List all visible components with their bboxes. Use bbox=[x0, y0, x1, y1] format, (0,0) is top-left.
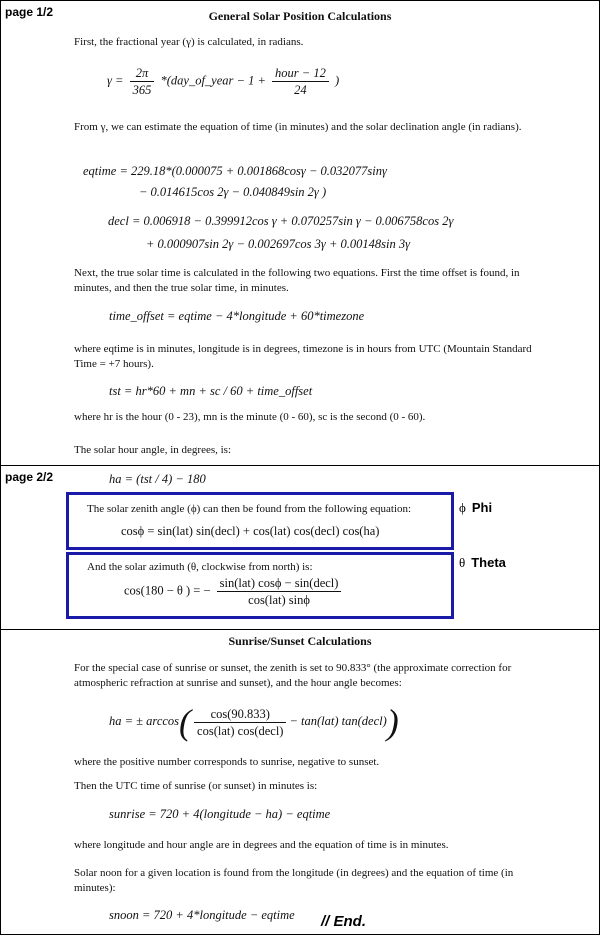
para-longitude: where longitude and hour angle are in degrees and the equation of time is in minutes. bbox=[74, 839, 449, 851]
equation-hour-angle: ha = (tst / 4) − 180 bbox=[109, 472, 206, 486]
equation-time-offset: time_offset = eqtime − 4*longitude + 60*timezone bbox=[109, 309, 365, 323]
azimuth-eq-lhs: cos(180 − θ ) = − bbox=[124, 583, 211, 598]
phi-symbol: ϕ bbox=[459, 500, 466, 515]
phi-label bbox=[459, 500, 492, 516]
equation-sunrise: sunrise = 720 + 4(longitude − ha) − eqtime bbox=[109, 807, 331, 821]
azimuth-box-equation bbox=[124, 575, 344, 608]
page-2-label: page 2/2 bbox=[5, 470, 54, 484]
phi-label-text: Phi bbox=[471, 500, 493, 515]
eq-gamma-frac-1 bbox=[130, 65, 155, 98]
page-2-panel bbox=[0, 465, 600, 630]
zenith-box-equation: cosϕ = sin(lat) sin(decl) + cos(lat) cos(decl) cos(ha) bbox=[121, 524, 380, 538]
para-hour-angle: The solar hour angle, in degrees, is: bbox=[74, 444, 232, 456]
para-solar-noon: Solar noon for a given location is found from the longitude (in degrees) and the equation of time (in minutes): bbox=[74, 867, 514, 894]
zenith-box-text: The solar zenith angle (ϕ) can then be found from the following equation: bbox=[87, 503, 412, 515]
eq-gamma-frac-1-den: 365 bbox=[132, 83, 152, 97]
para-from-gamma: From γ, we can estimate the equation of time (in minutes) and the solar declination angle (in radians). bbox=[74, 121, 522, 133]
azimuth-box-text: And the solar azimuth (θ, clockwise from north) is: bbox=[87, 561, 313, 573]
eq-sr-ha-close-paren: ) bbox=[386, 702, 399, 742]
eq-gamma-frac-2-num: hour − 12 bbox=[272, 65, 329, 82]
eq-gamma-frac-1-num: 2π bbox=[130, 65, 155, 82]
azimuth-angle-box bbox=[66, 552, 454, 619]
eq-sr-ha-open-paren: ( bbox=[179, 702, 192, 742]
eq-gamma-lhs: γ = bbox=[107, 73, 124, 88]
eq-sr-ha-tail: − tan(lat) tan(decl) bbox=[289, 713, 387, 728]
zenith-angle-box bbox=[66, 492, 454, 550]
eq-gamma-frac-2-den: 24 bbox=[294, 83, 307, 97]
equation-sunrise-hour-angle bbox=[109, 704, 399, 740]
azimuth-eq-num: sin(lat) cosϕ − sin(decl) bbox=[217, 575, 342, 592]
para-positive-number: where the positive number corresponds to sunrise, negative to sunset. bbox=[74, 756, 380, 768]
eq-sr-ha-num: cos(90.833) bbox=[194, 706, 286, 723]
eq-sr-ha-lhs: ha = ± arccos bbox=[109, 713, 180, 728]
eq-gamma-frac-2 bbox=[272, 65, 329, 98]
equation-snoon: snoon = 720 + 4*longitude − eqtime bbox=[109, 908, 295, 922]
equation-eqtime-line-1: eqtime = 229.18*(0.000075 + 0.001868cosγ − 0.032077sinγ bbox=[83, 164, 387, 178]
para-where-hr: where hr is the hour (0 - 23), mn is the minute (0 - 60), sc is the second (0 - 60). bbox=[74, 411, 426, 423]
theta-label-text: Theta bbox=[471, 555, 506, 570]
para-utc-time: Then the UTC time of sunrise (or sunset) in minutes is: bbox=[74, 780, 318, 792]
equation-tst: tst = hr*60 + mn + sc / 60 + time_offset bbox=[109, 384, 313, 398]
sunrise-sunset-title: Sunrise/Sunset Calculations bbox=[228, 634, 372, 648]
azimuth-eq-frac bbox=[217, 575, 342, 608]
equation-decl-line-2: + 0.000907sin 2γ − 0.002697cos 3γ + 0.00148sin 3γ bbox=[146, 237, 411, 251]
para-where-eqtime: where eqtime is in minutes, longitude is in degrees, timezone is in hours from UTC (Mountain Standard Time = +7 hours). bbox=[74, 343, 532, 370]
page-1-panel bbox=[0, 0, 600, 466]
eq-sr-ha-frac bbox=[194, 706, 286, 739]
eq-sr-ha-den: cos(lat) cos(decl) bbox=[197, 723, 284, 738]
equation-decl-line-1: decl = 0.006918 − 0.399912cos γ + 0.070257sin γ − 0.006758cos 2γ bbox=[108, 214, 454, 228]
page-1-label: page 1/2 bbox=[5, 5, 54, 19]
equation-eqtime-line-2: − 0.014615cos 2γ − 0.040849sin 2γ ) bbox=[139, 185, 327, 199]
para-fractional-year: First, the fractional year (γ) is calculated, in radians. bbox=[74, 36, 304, 48]
sunrise-sunset-panel bbox=[0, 629, 600, 935]
para-true-solar-time: Next, the true solar time is calculated in the following two equations. First the time offset is found, in minutes, and then the true solar time, in minutes. bbox=[74, 267, 520, 294]
page-1-title: General Solar Position Calculations bbox=[208, 9, 392, 23]
eq-gamma-mid: *(day_of_year − 1 + bbox=[160, 73, 266, 88]
eq-gamma-close: ) bbox=[334, 73, 340, 88]
end-label: // End. bbox=[321, 913, 366, 930]
theta-label bbox=[459, 555, 506, 571]
para-special-case: For the special case of sunrise or sunset, the zenith is set to 90.833° (the approximate correction for atmospheric refraction at sunrise and sunset), and the hour angle becomes: bbox=[74, 662, 512, 689]
theta-symbol: θ bbox=[459, 555, 466, 570]
azimuth-eq-den: cos(lat) sinϕ bbox=[248, 593, 310, 607]
equation-gamma bbox=[107, 65, 339, 98]
